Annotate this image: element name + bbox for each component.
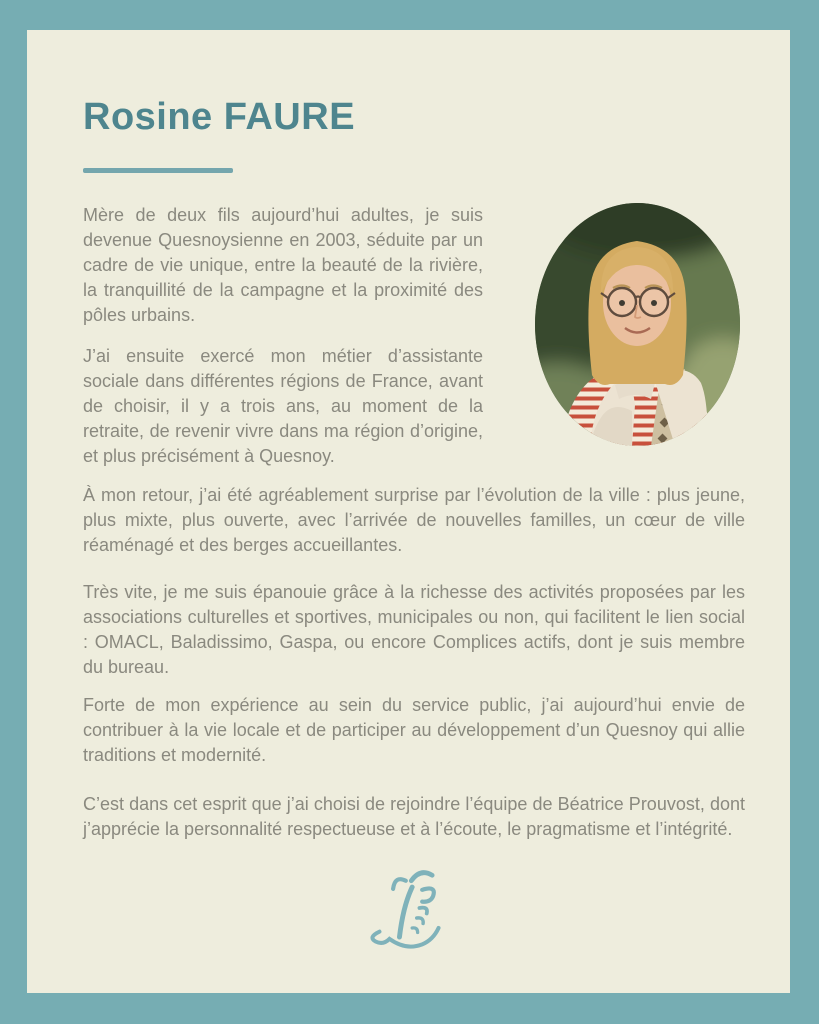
hare-sketch-icon (364, 860, 464, 956)
bio-paragraph: À mon retour, j’ai été agréablement surprise par l’évolution de la ville : plus jeune, plus mixte, plus ouverte, avec l’arrivée de nouvelles familles, un cœur de ville réaménagé et des berges accueillantes. (83, 484, 745, 555)
bio-paragraph: Très vite, je me suis épanouie grâce à la richesse des activités proposées par les associations culturelles et sportives, municipales ou non, qui facilitent le lien social : OMACL, Baladissimo, Gaspa, ou encore Complices actifs, dont je suis membre du bureau. (83, 581, 745, 677)
bio-paragraph: Mère de deux fils aujourd’hui adultes, je suis devenue Quesnoysienne en 2003, séduite par un cadre de vie unique, entre la beauté de la rivière, la tranquillité de la campagne et la proximité des pôles urbains. (83, 204, 483, 325)
content-card (27, 30, 790, 993)
bio-paragraph: C’est dans cet esprit que j’ai choisi de rejoindre l’équipe de Béatrice Prouvost, dont j’apprécie la personnalité respectueuse et à l’écoute, le pragmatisme et l’intégrité. (83, 793, 745, 839)
bio-paragraph: J’ai ensuite exercé mon métier d’assistante sociale dans différentes régions de France, avant de choisir, il y a trois ans, au moment de la retraite, de revenir vivre dans ma région d’origine, et plus précisément à Quesnoy. (83, 345, 483, 466)
intro-section (83, 203, 745, 469)
full-width-paragraphs (83, 483, 745, 842)
intro-text-column (83, 203, 483, 469)
title-underline (83, 168, 233, 173)
portrait-photo (535, 203, 740, 446)
bio-paragraph: Forte de mon expérience au sein du service public, j’ai aujourd’hui envie de contribuer à la vie locale et de participer au développement d’un Quesnoy qui allie traditions et modernité. (83, 694, 745, 765)
page-title: Rosine FAURE (83, 96, 356, 138)
